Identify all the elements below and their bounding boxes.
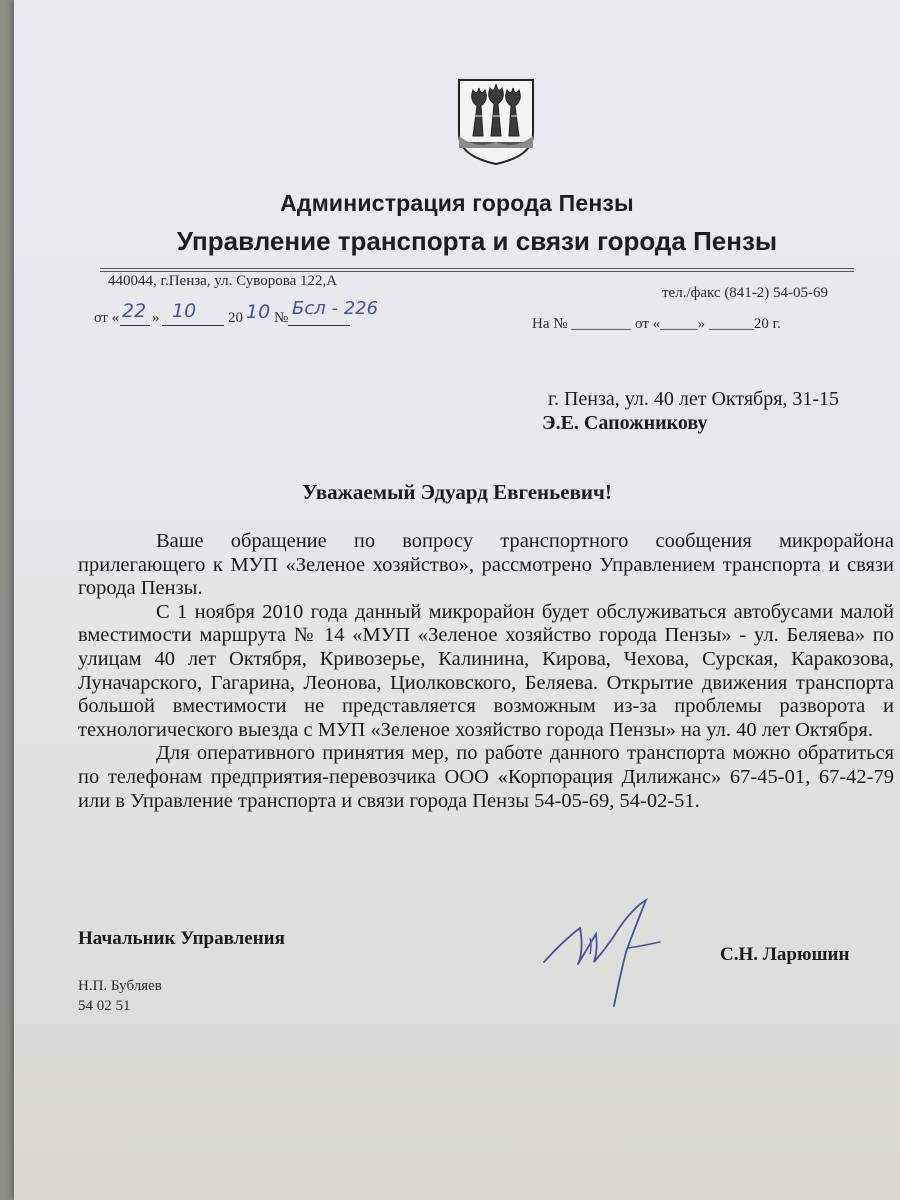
org-line-department: Управление транспорта и связи города Пензы (176, 226, 778, 256)
month-underline (162, 325, 224, 326)
org-address: 440044, г.Пенза, ул. Суворова 122,А (108, 273, 338, 289)
executor-phone: 54 02 51 (78, 998, 131, 1014)
outgoing-day: 22 (122, 300, 147, 322)
number-underline (288, 325, 350, 326)
body-paragraph-1: Ваше обращение по вопросу транспортного сообщения микрорайона прилегающего к МУП «Зеленое хозяйство», рассмотрено Управлением транспорта и связи города Пензы. (78, 530, 894, 600)
body-paragraph-2: С 1 ноября 2010 года данный микрорайон будет обслуживаться автобусами малой вместимости маршрута № 14 «МУП «Зеленое хозяйство города Пензы» - ул. Беляева» по улицам 40 лет Октября, Кривозерье, Калинина, Кирова, Чехова, Сурская, Каракозова, Луначарского, Гагарина, Леонова, Циолковского, Беляева. Открытие движения транспорта большой вместимости не представляется возможным из-за проблемы разворота и технологического выезда с МУП «Зеленое хозяйство города Пензы» на ул. 40 лет Октября. (78, 600, 894, 741)
letter-body (78, 530, 894, 813)
header-rule-top (100, 268, 854, 269)
header-rule-bottom (100, 271, 854, 272)
incoming-reference: На № ________ от «_____» ______20 г. (532, 316, 781, 332)
salutation: Уважаемый Эдуард Евгеньевич! (302, 480, 612, 504)
outgoing-date-line (94, 298, 454, 332)
executor-block (78, 976, 162, 1016)
signer-title: Начальник Управления (78, 928, 285, 949)
outgoing-from-label: от « (94, 310, 120, 326)
recipient-name: Э.Е. Сапожникову (542, 412, 708, 434)
outgoing-year-prefix: 20 (228, 310, 243, 326)
outgoing-number: Бсл - 226 (292, 298, 379, 319)
recipient-address: г. Пенза, ул. 40 лет Октября, 31-15 (548, 388, 840, 410)
signer-name: С.Н. Ларюшин (720, 944, 850, 965)
outgoing-month: 10 (172, 300, 197, 322)
outgoing-number-label: № (274, 310, 289, 326)
org-phone: тел./факс (841-2) 54-05-69 (662, 285, 829, 301)
day-underline (120, 325, 150, 326)
executor-name: Н.П. Бубляев (78, 978, 162, 994)
handwritten-signature (534, 890, 684, 1020)
penza-coat-of-arms-icon (455, 76, 537, 166)
outgoing-year-suffix: 10 (246, 301, 271, 323)
org-line-administration: Администрация города Пензы (280, 190, 634, 216)
body-paragraph-3: Для оперативного принятия мер, по работе данного транспорта можно обратиться по телефонам предприятия-перевозчика ООО «Корпорация Дилижанс» 67-45-01, 67-42-79 или в Управление транспорта и связи города Пензы 54-05-69, 54-02-51. (78, 742, 894, 812)
letter-page (14, 0, 900, 1200)
outgoing-quote: » (152, 310, 160, 326)
